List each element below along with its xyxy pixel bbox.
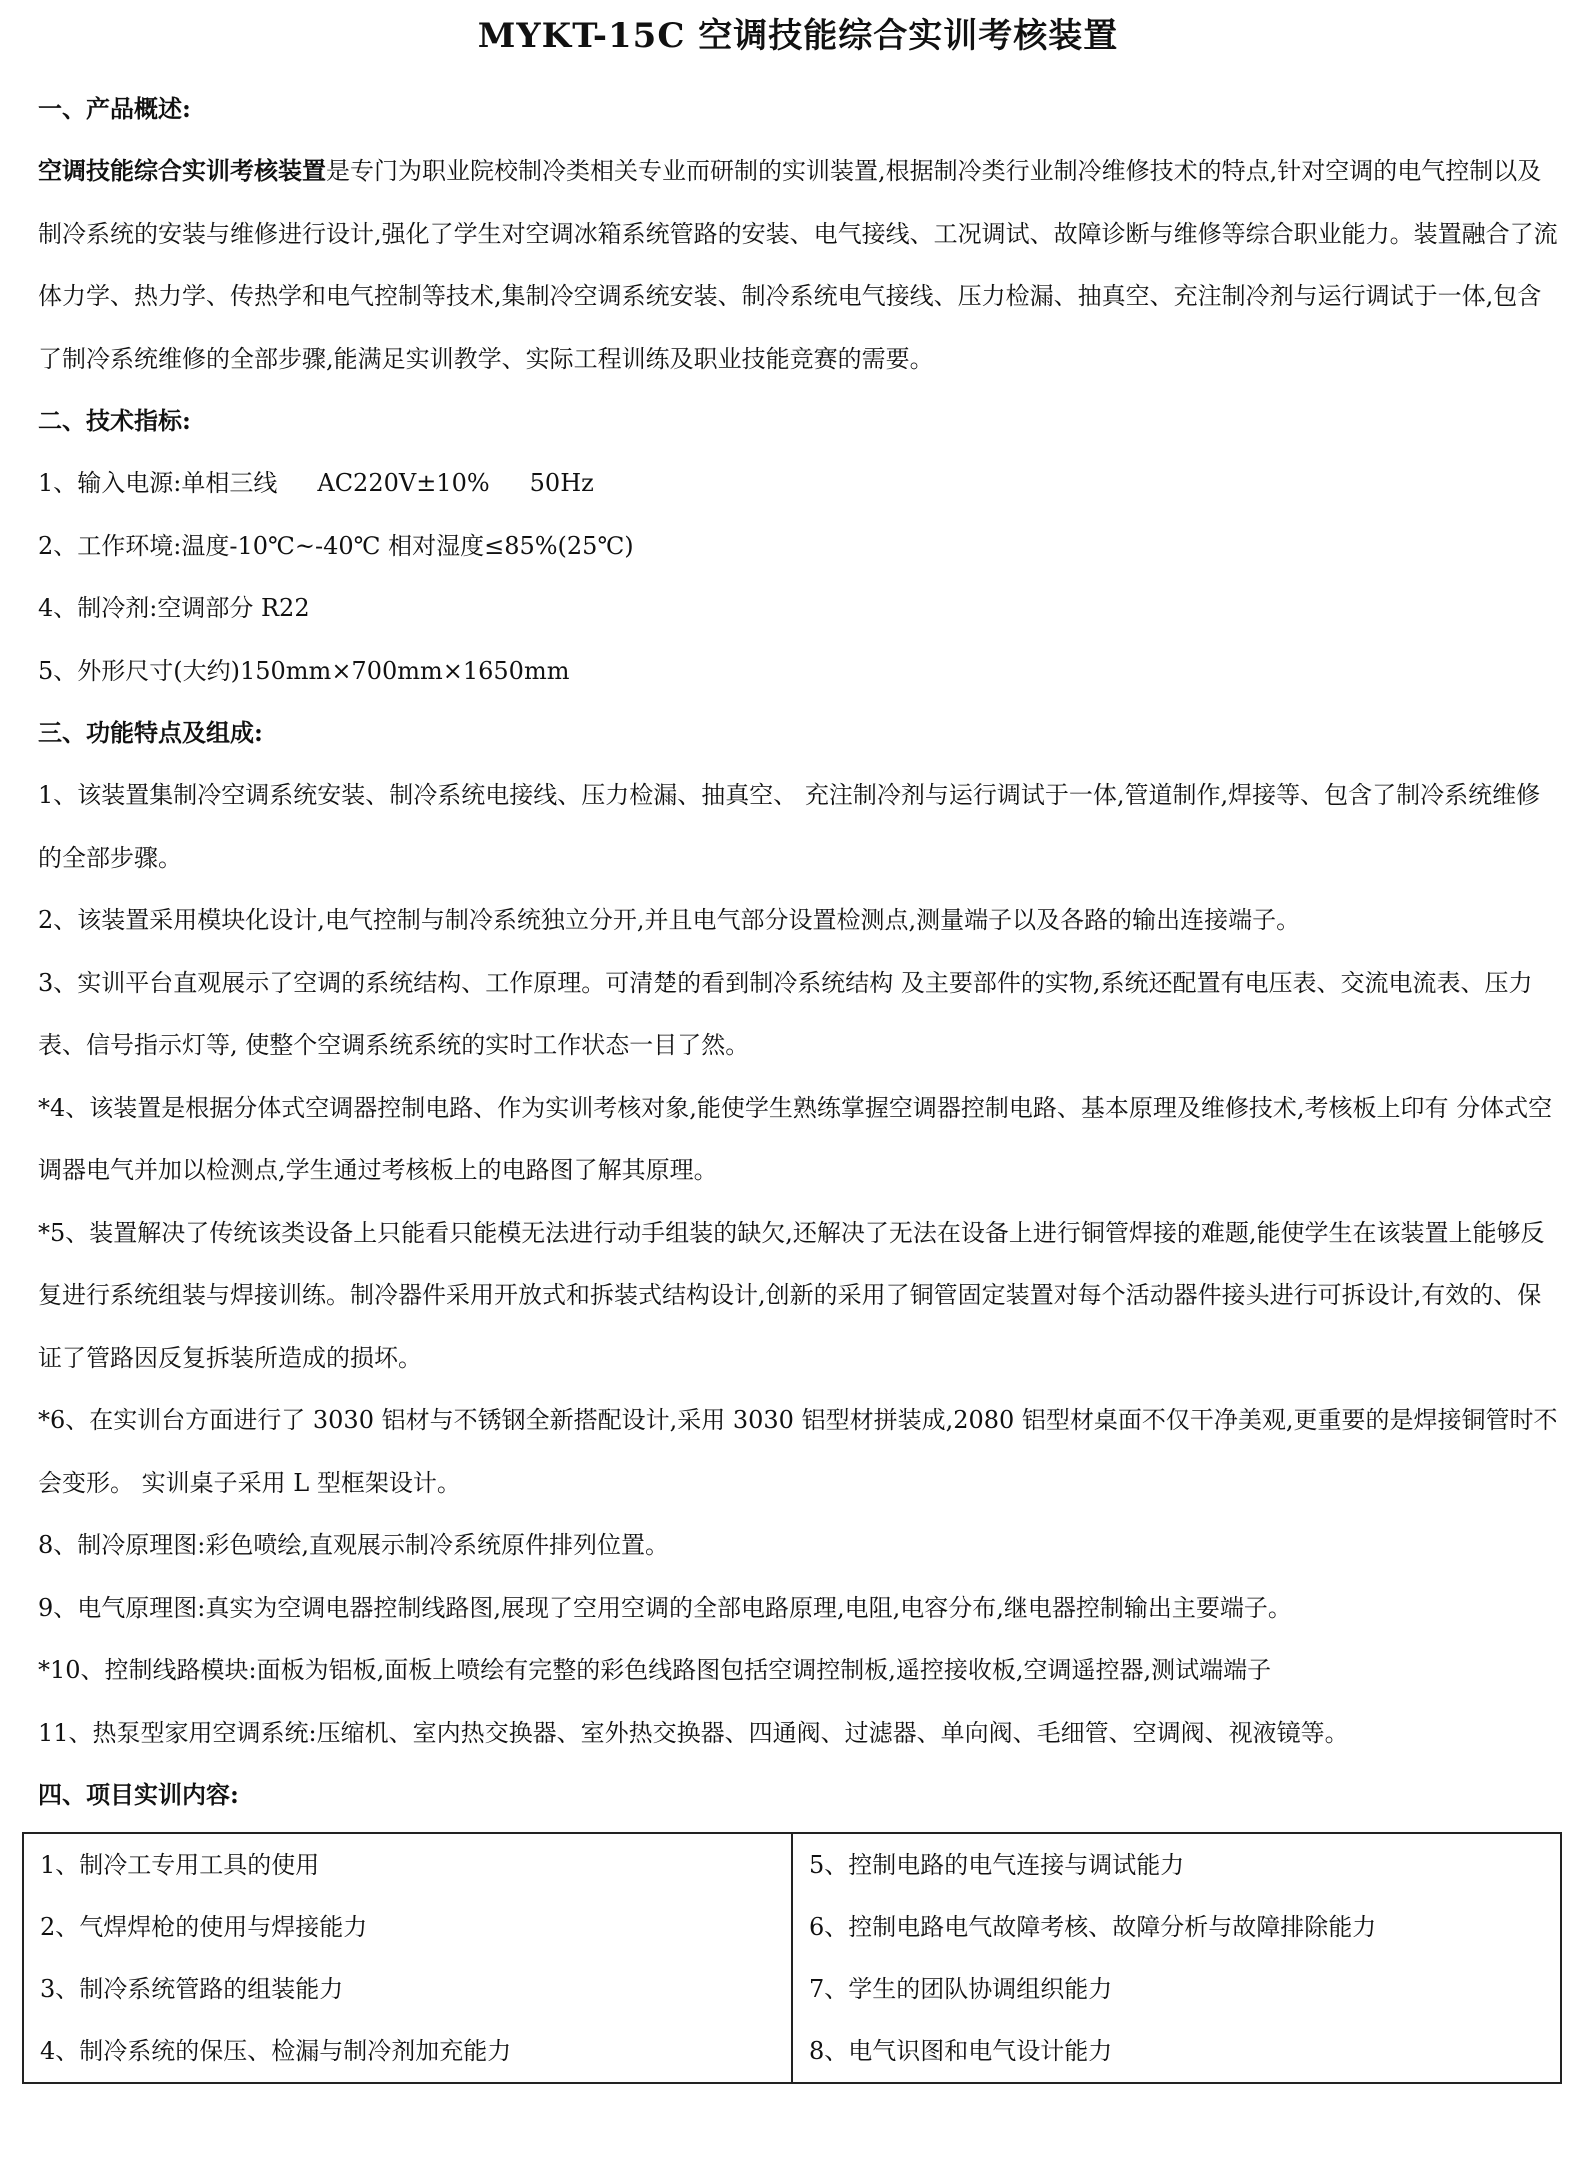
spec-item-dimensions: 5、外形尺寸(大约)150mm×700mm×1650mm [38, 656, 570, 685]
document-page [38, 0, 1558, 2084]
spec-item-environment: 2、工作环境:温度-10℃~-40℃ 相对湿度≤85%(25℃) [38, 531, 634, 560]
feature-item: 1、该装置集制冷空调系统安装、制冷系统电接线、压力检漏、抽真空、 充注制冷剂与运行调试于一体,管道制作,焊接等、包含了制冷系统维修的全部步骤。 [38, 781, 1541, 872]
training-item: 5、控制电路的电气连接与调试能力 [809, 1851, 1185, 1879]
feature-item: *4、该装置是根据分体式空调器控制电路、作为实训考核对象,能使学生熟练掌握空调器控制电路、基本原理及维修技术,考核板上印有 分体式空调器电气并加以检测点,学生通过考核板上的电路图了解其原理。 [38, 1093, 1553, 1184]
feature-item: 8、制冷原理图:彩色喷绘,直观展示制冷系统原件排列位置。 [38, 1531, 669, 1559]
training-column-left [23, 1833, 792, 2083]
spec-frequency: 50Hz [529, 469, 594, 497]
training-item: 7、学生的团队协调组织能力 [809, 1975, 1113, 2003]
training-item: 6、控制电路电气故障考核、故障分析与故障排除能力 [809, 1913, 1377, 1941]
section-heading-features: 三、功能特点及组成: [38, 718, 263, 747]
section-heading-overview: 一、产品概述: [38, 94, 191, 123]
training-item: 8、电气识图和电气设计能力 [809, 2037, 1113, 2065]
feature-item: *6、在实训台方面进行了 3030 铝材与不锈钢全新搭配设计,采用 3030 铝型材拼装成,2080 铝型材桌面不仅干净美观,更重要的是焊接铜管时不会变形。 实训桌子采用 L 型框架设计。 [38, 1406, 1558, 1497]
overview-body: 是专门为职业院校制冷类相关专业而研制的实训装置,根据制冷类行业制冷维修技术的特点,针对空调的电气控制以及制冷系统的安装与维修进行设计,强化了学生对空调冰箱系统管路的安装、电气接线、工况调试、故障诊断与维修等综合职业能力。装置融合了流体力学、热力学、传热学和电气控制等技术,集制冷空调系统安装、制冷系统电气接线、压力检漏、抽真空、充注制冷剂与运行调试于一体,包含了制冷系统维修的全部步骤,能满足实训教学、实际工程训练及职业技能竞赛的需要。 [38, 157, 1558, 373]
training-item: 3、制冷系统管路的组装能力 [40, 1975, 344, 2003]
overview-paragraph [38, 140, 1558, 390]
feature-item: *5、装置解决了传统该类设备上只能看只能模无法进行动手组装的缺欠,还解决了无法在设备上进行铜管焊接的难题,能使学生在该装置上能够反复进行系统组装与焊接训练。制冷器件采用开放式和拆装式结构设计,创新的采用了铜管固定装置对每个活动器件接头进行可拆设计,有效的、保证了管路因反复拆装所造成的损坏。 [38, 1218, 1545, 1372]
product-name: 空调技能综合实训考核装置 [38, 156, 326, 185]
document-title: MYKT-15C 空调技能综合实训考核装置 [477, 16, 1119, 56]
section-heading-training: 四、项目实训内容: [38, 1780, 239, 1809]
feature-item: 3、实训平台直观展示了空调的系统结构、工作原理。可清楚的看到制冷系统结构 及主要部件的实物,系统还配置有电压表、交流电流表、压力表、信号指示灯等, 使整个空调系统系统的实时工作状态一目了然。 [38, 968, 1533, 1059]
section-heading-specs: 二、技术指标: [38, 406, 191, 435]
training-table [22, 1832, 1562, 2084]
feature-item: 9、电气原理图:真实为空调电器控制线路图,展现了空用空调的全部电路原理,电阻,电容分布,继电器控制输出主要端子。 [38, 1593, 1292, 1622]
feature-item: 2、该装置采用模块化设计,电气控制与制冷系统独立分开,并且电气部分设置检测点,测量端子以及各路的输出连接端子。 [38, 906, 1301, 934]
feature-item: 11、热泵型家用空调系统:压缩机、室内热交换器、室外热交换器、四通阀、过滤器、单向阀、毛细管、空调阀、视液镜等。 [38, 1718, 1349, 1747]
training-item: 1、制冷工专用工具的使用 [40, 1851, 320, 1879]
training-column-right [792, 1833, 1561, 2083]
training-item: 4、制冷系统的保压、检漏与制冷剂加充能力 [40, 2037, 512, 2065]
spec-voltage: AC220V±10% [317, 469, 490, 497]
feature-item: *10、控制线路模块:面板为铝板,面板上喷绘有完整的彩色线路图包括空调控制板,遥控接收板,空调遥控器,测试端端子 [38, 1656, 1272, 1684]
spec-item-refrigerant: 4、制冷剂:空调部分 R22 [38, 594, 310, 622]
spec-item-power [38, 452, 1558, 515]
training-item: 2、气焊焊枪的使用与焊接能力 [40, 1913, 368, 1941]
spec-label: 1、输入电源:单相三线 [38, 469, 278, 497]
